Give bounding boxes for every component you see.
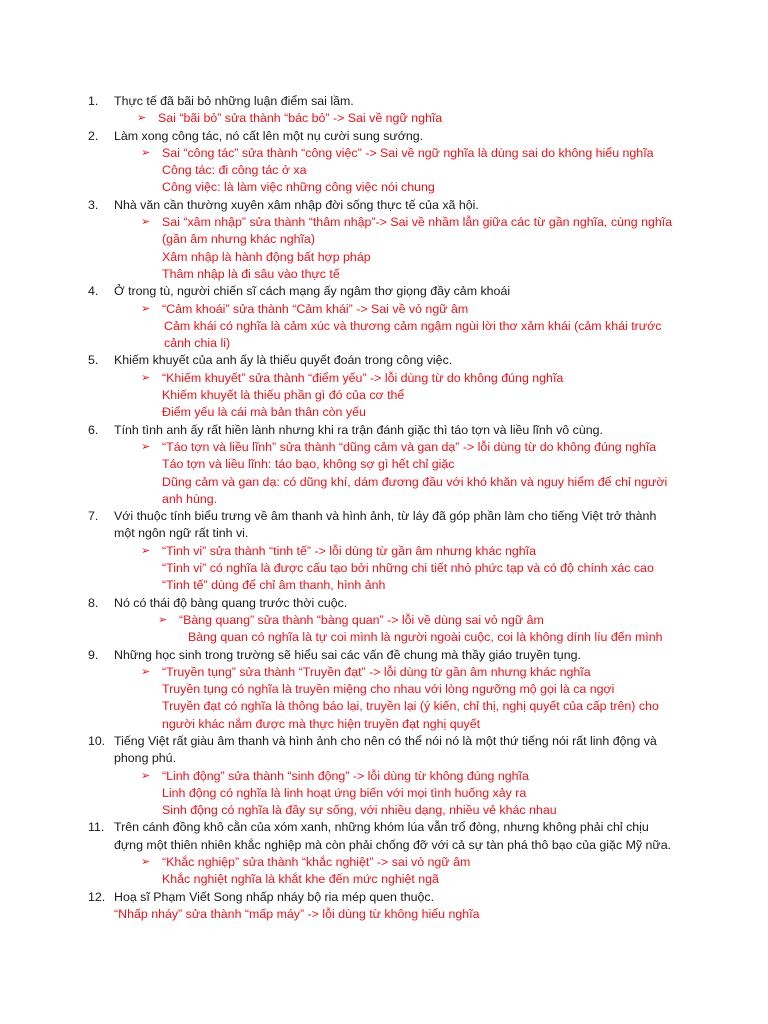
explanation-note: Dũng cảm và gan dạ: có dũng khí, dám đương đầu với khó khăn và nguy hiểm để chỉ người anh hùng.	[162, 474, 668, 506]
item-sentence: Ở trong tù, người chiến sĩ cách mạng ấy ngâm thơ giọng đầy cảm khoái	[114, 284, 511, 299]
explanation-note: Bàng quan có nghĩa là tự coi mình là người ngoài cuộc, coi là không dính líu đến mình	[188, 630, 663, 645]
correction-main: “Linh động” sửa thành “sinh động” -> lỗi dùng từ không đúng nghĩa	[162, 768, 529, 783]
explanation-note: Linh động có nghĩa là linh hoạt ứng biến với mọi tình huống xảy ra	[162, 785, 527, 800]
item-sentence: Nhà văn cần thường xuyên xâm nhập đời sống thực tế của xã hội.	[114, 197, 479, 212]
explanation-note: Truyền tụng có nghĩa là truyền miệng cho nhau với lòng ngưỡng mộ gọi là ca ngợi	[162, 682, 615, 697]
item-number: 11.	[88, 820, 105, 835]
correction-text: Sai “bãi bỏ” sửa thành “bác bỏ” -> Sai về ngữ nghĩa	[158, 111, 443, 126]
correction-text	[162, 439, 682, 508]
item-sentence: Hoạ sĩ Phạm Viết Song nhấp nháy bộ ria mép quen thuộc.	[114, 889, 435, 904]
list-item	[0, 197, 768, 214]
correction-text: “Bàng quang” sửa thành “bàng quan” -> lỗi về dùng sai vỏ ngữ âm	[179, 612, 544, 627]
arrow-bullet-icon: ➢	[141, 544, 151, 557]
correction-line	[0, 214, 768, 283]
arrow-bullet-icon: ➢	[141, 856, 151, 869]
correction-main: “Khiếm khuyết” sửa thành “điểm yếu” -> lỗi dùng từ do không đúng nghĩa	[162, 370, 564, 385]
correction-line	[0, 543, 768, 595]
correction-text	[162, 145, 682, 197]
list-item	[0, 819, 768, 854]
correction-main: Sai “xâm nhập” sửa thành “thâm nhập”-> Sai về nhầm lẫn giữa các từ gần nghĩa, cùng nghĩa (gần âm nhưng khác nghĩa)	[162, 215, 673, 247]
item-number: 8.	[88, 595, 99, 610]
correction-main: Sai “công tác” sửa thành “công việc” -> Sai về ngữ nghĩa là dùng sai do không hiểu nghĩa	[162, 145, 654, 160]
item-number: 2.	[88, 128, 99, 143]
list-item	[0, 508, 768, 543]
correction-line	[0, 768, 768, 820]
arrow-bullet-icon: ➢	[141, 440, 151, 453]
correction-text: “Cảm khoái” sửa thành “Cảm khái” -> Sai về vỏ ngữ âm	[162, 301, 469, 316]
arrow-bullet-icon: ➢	[141, 371, 151, 384]
correction-main: “Khắc nghiệp” sửa thành “khắc nghiệt” -> sai vỏ ngữ âm	[162, 855, 471, 870]
item-sentence: Tiếng Việt rất giàu âm thanh và hình ảnh cho nên có thể nói nó là một thứ tiếng nói rất linh động và phong phú.	[114, 733, 657, 766]
correction-text	[162, 543, 682, 595]
correction-text	[162, 768, 682, 820]
correction-text	[162, 854, 682, 889]
correction-line	[0, 664, 768, 733]
correction-line	[0, 612, 768, 629]
correction-main: “Truyền tụng” sửa thành “Truyền đạt” -> lỗi dùng từ gần âm nhưng khác nghĩa	[162, 664, 591, 679]
explanation-note: Truyền đạt có nghĩa là thông báo lại, truyền lại (ý kiến, chỉ thị, nghị quyết của cấp trên) cho người khác nắm được mà thực hiện truyền đạt nghị quyết	[162, 699, 659, 731]
item-sentence: Làm xong công tác, nó cất lên một nụ cười sung sướng.	[114, 128, 424, 143]
correction-line	[0, 145, 768, 197]
explanation-note: Khiếm khuyết là thiếu phần gì đó của cơ thể	[162, 388, 405, 403]
correction-text	[162, 664, 682, 733]
item-sentence: Khiếm khuyết của anh ấy là thiếu quyết đoán trong công việc.	[114, 353, 453, 368]
list-item	[0, 422, 768, 439]
explanation-note: Cảm khái có nghĩa là cảm xúc và thương cảm ngậm ngùi lời thơ xảm khái (cảm khái trước cảnh chia li)	[164, 318, 662, 351]
list-item	[0, 733, 768, 768]
correction-text	[162, 214, 682, 283]
correction-line	[0, 439, 768, 508]
list-item	[0, 889, 768, 906]
explanation-note: “Tinh tế” dùng để chỉ âm thanh, hình ảnh	[162, 578, 386, 593]
correction-main: “Táo tợn và liều lĩnh” sửa thành “dũng cảm và gan dạ” -> lỗi dùng từ do không đúng nghĩa	[162, 439, 657, 454]
correction-line	[0, 854, 768, 889]
error-correction-list	[0, 93, 768, 923]
list-item	[0, 128, 768, 145]
correction-main: “Tinh vi” sửa thành “tinh tế” -> lỗi dùng từ gần âm nhưng khác nghĩa	[162, 543, 536, 558]
list-item	[0, 595, 768, 612]
arrow-bullet-icon: ➢	[137, 112, 147, 125]
item-number: 7.	[88, 509, 99, 524]
arrow-bullet-icon: ➢	[141, 216, 151, 229]
explanation-note: Thâm nhập là đi sâu vào thực tế	[162, 266, 340, 281]
list-item	[0, 647, 768, 664]
correction-line	[0, 110, 768, 127]
arrow-bullet-icon: ➢	[141, 665, 151, 678]
item-sentence: Với thuộc tính biểu trưng về âm thanh và hình ảnh, từ láy đã góp phần làm cho tiếng Việt trở thành một ngôn ngữ rất tinh vi.	[114, 509, 657, 541]
explanation-note: Xâm nhập là hành động bất hợp pháp	[162, 249, 371, 264]
list-item	[0, 93, 768, 110]
item-number: 4.	[88, 284, 99, 299]
explanation-note: Khắc nghiệt nghĩa là khắt khe đến mức nghiệt ngã	[162, 872, 439, 887]
explanation-note: “Tinh vi” có nghĩa là được cấu tạo bởi những chi tiết nhỏ phức tạp và có độ chính xác cao	[162, 561, 654, 576]
explanation-note: Sinh động có nghĩa là đầy sự sống, với nhiều dạng, nhiều vẻ khác nhau	[162, 803, 557, 818]
correction-text: “Nhấp nháy” sửa thành “mấp máy” -> lỗi dùng từ không hiểu nghĩa	[114, 906, 480, 921]
correction-line	[0, 301, 768, 318]
explanation-note: Công tác: đi công tác ở xa	[162, 163, 307, 178]
arrow-bullet-icon: ➢	[141, 146, 151, 159]
arrow-bullet-icon: ➢	[158, 613, 168, 626]
item-sentence: Nó có thái độ bàng quang trước thời cuộc.	[114, 595, 348, 610]
list-item	[0, 283, 768, 300]
item-sentence: Tính tình anh ấy rất hiền lành nhưng khi ra trận đánh giặc thì táo tợn và liều lĩnh vô cùng.	[114, 422, 603, 437]
explanation-note: Công việc: là làm việc những công việc nói chung	[162, 180, 435, 195]
item-sentence: Thực tế đã bãi bỏ những luận điểm sai lầm.	[114, 94, 354, 108]
item-number: 5.	[88, 353, 99, 368]
arrow-bullet-icon: ➢	[141, 302, 151, 315]
item-number: 1.	[88, 94, 99, 108]
arrow-bullet-icon: ➢	[141, 769, 151, 782]
item-sentence: Trên cánh đồng khô cằn của xóm xanh, những khóm lúa vẫn trổ đòng, nhưng không phải chỉ chịu đựng một thiên nhiên khắc nghiệp mà còn phải chống đỡ với cả sự tàn phá thô bạo của giặc Mỹ nữa.	[114, 820, 672, 852]
item-number: 9.	[88, 647, 99, 662]
explanation-note: Táo tợn và liều lĩnh: táo bạo, không sợ gì hết chỉ giặc	[162, 457, 455, 472]
correction-line	[0, 370, 768, 422]
correction-text	[162, 370, 682, 422]
item-number: 12.	[88, 889, 106, 904]
item-sentence: Những học sinh trong trường sẽ hiểu sai các vấn đề chung mà thầy giáo truyền tụng.	[114, 647, 581, 662]
item-number: 10.	[88, 733, 106, 748]
list-item	[0, 352, 768, 369]
item-number: 3.	[88, 197, 99, 212]
item-number: 6.	[88, 422, 99, 437]
explanation-note: Điểm yếu là cái mà bản thân còn yếu	[162, 405, 366, 420]
